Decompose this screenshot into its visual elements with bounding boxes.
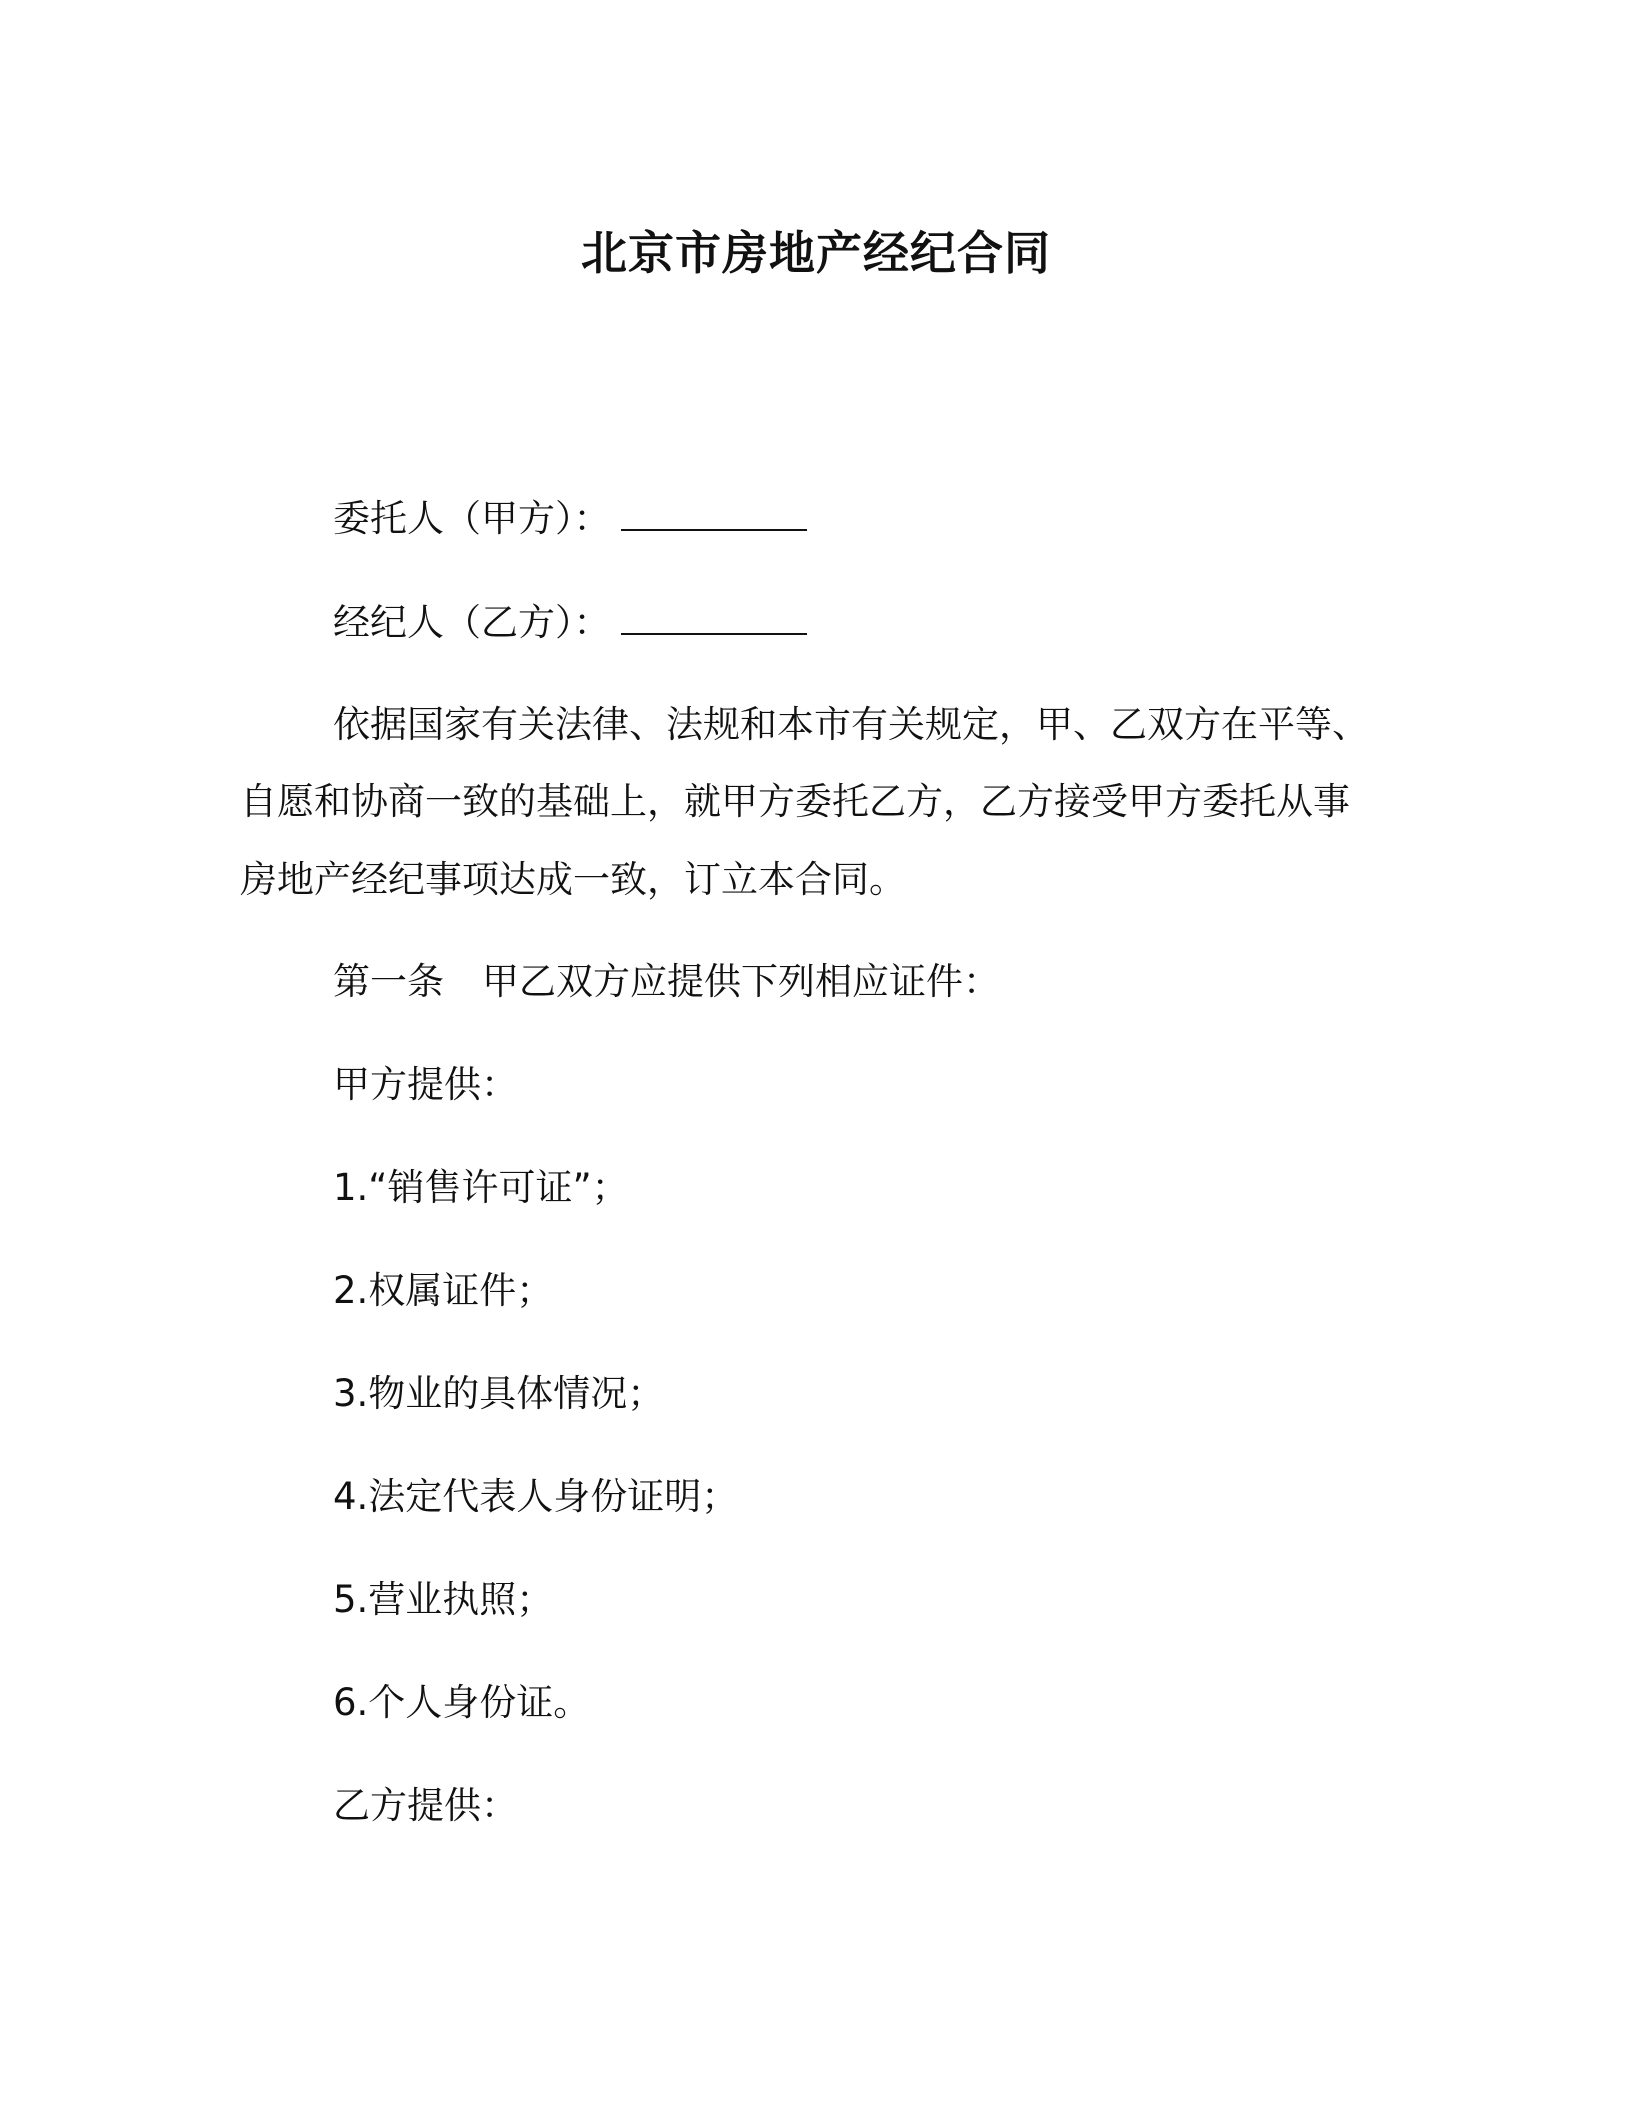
party-a-item-1: 1.“销售许可证”； <box>333 1166 629 1209</box>
party-a-provides-heading: 甲方提供： <box>333 1063 518 1106</box>
party-a-line <box>333 494 807 544</box>
article-1-heading <box>333 957 1000 1007</box>
document-title: 北京市房地产经纪合同 <box>581 226 1051 280</box>
preamble-line-1: 依据国家有关法律、法规和本市有关规定，甲、乙双方在平等、 <box>333 703 1369 746</box>
party-a-item-4: 4.法定代表人身份证明； <box>333 1475 739 1518</box>
party-b-label: 经纪人（乙方）： <box>333 601 611 644</box>
party-b-line <box>333 598 807 648</box>
party-a-label: 委托人（甲方）： <box>333 497 611 540</box>
preamble-line-3: 房地产经纪事项达成一致，订立本合同。 <box>240 858 906 901</box>
article-1-number: 第一条 <box>333 960 444 1003</box>
party-a-item-6: 6.个人身份证。 <box>333 1681 591 1724</box>
party-a-item-2: 2.权属证件； <box>333 1269 554 1312</box>
party-a-blank <box>621 499 807 531</box>
party-a-item-5: 5.营业执照； <box>333 1578 554 1621</box>
party-b-blank <box>621 603 807 635</box>
party-a-item-3: 3.物业的具体情况； <box>333 1372 665 1415</box>
preamble-line-2: 自愿和协商一致的基础上，就甲方委托乙方，乙方接受甲方委托从事 <box>240 780 1350 823</box>
party-b-provides-heading: 乙方提供： <box>333 1784 518 1827</box>
article-1-text: 甲乙双方应提供下列相应证件： <box>482 960 1000 1003</box>
